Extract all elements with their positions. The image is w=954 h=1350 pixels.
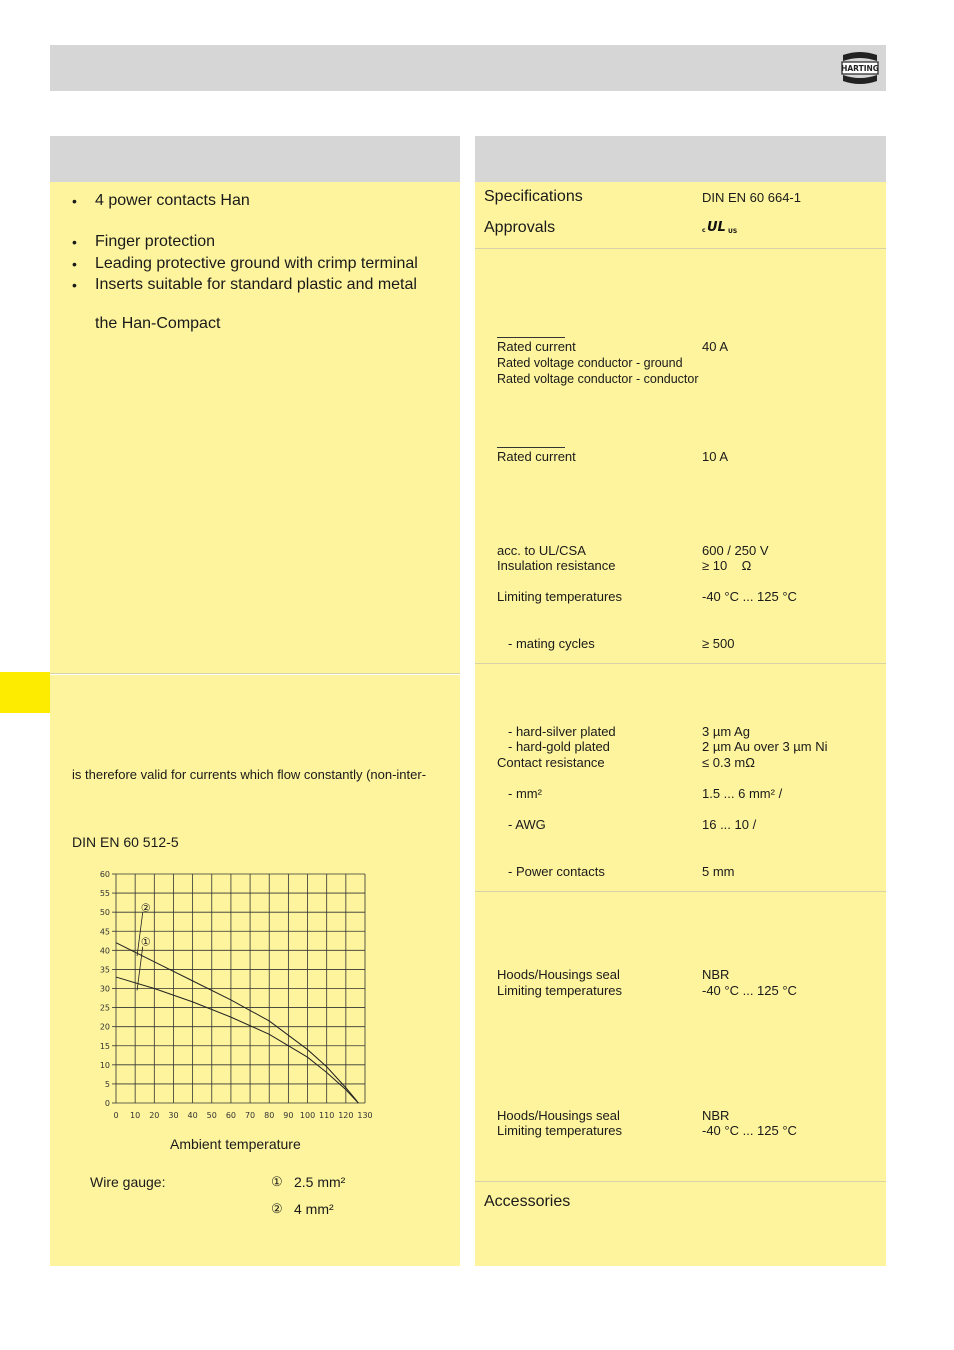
han-compact-text: the Han-Compact bbox=[95, 315, 221, 332]
svg-text:c: c bbox=[702, 227, 706, 234]
section-tab bbox=[0, 672, 50, 713]
derating-standard: DIN EN 60 512-5 bbox=[72, 834, 179, 850]
chart-x-tick-label: 120 bbox=[338, 1111, 354, 1120]
wire-gauge-value: 4 mm² bbox=[294, 1201, 334, 1217]
chart-y-tick-label: 30 bbox=[99, 984, 110, 994]
chart-x-tick-label: 0 bbox=[113, 1111, 119, 1120]
hard-gold-label: - hard-gold plated bbox=[508, 739, 610, 754]
limiting-temp-label: Limiting temperatures bbox=[497, 589, 622, 604]
limiting-temp-value: -40 °C ... 125 °C bbox=[702, 589, 797, 604]
feature-item: 4 power contacts Han bbox=[95, 192, 250, 209]
mm2-value: 1.5 ... 6 mm² / bbox=[702, 786, 783, 801]
seal-value: NBR bbox=[702, 1108, 730, 1123]
chart-x-tick-label: 10 bbox=[130, 1111, 141, 1120]
svg-text:UL: UL bbox=[707, 220, 726, 235]
mm2-label: - mm² bbox=[508, 786, 542, 801]
chart-x-tick-label: 130 bbox=[357, 1111, 373, 1120]
rated-voltage-ground-label: Rated voltage conductor - ground bbox=[497, 356, 683, 370]
chart-x-tick-label: 90 bbox=[283, 1111, 294, 1120]
chart-marker-leader bbox=[137, 912, 143, 956]
rated-current-value: 10 A bbox=[702, 449, 729, 464]
wire-gauge-label: Wire gauge: bbox=[90, 1174, 166, 1190]
chart-y-tick-label: 55 bbox=[99, 889, 110, 899]
seal-label: Hoods/Housings seal bbox=[497, 967, 620, 982]
wire-gauge-marker: ② bbox=[271, 1201, 283, 1216]
chart-y-tick-label: 40 bbox=[99, 946, 110, 956]
power-contacts-value: 5 mm bbox=[702, 864, 735, 879]
rated-voltage-conductor-label: Rated voltage conductor - conductor bbox=[497, 372, 699, 386]
feature-item: Finger protection bbox=[95, 233, 216, 250]
approvals-label: Approvals bbox=[484, 219, 556, 236]
seal-label: Hoods/Housings seal bbox=[497, 1108, 620, 1123]
specifications-label: Specifications bbox=[484, 188, 583, 205]
limiting-temp-value: -40 °C ... 125 °C bbox=[702, 983, 797, 998]
wire-gauge-value: 2.5 mm² bbox=[294, 1174, 346, 1190]
chart-y-tick-label: 25 bbox=[99, 1003, 110, 1013]
right-column-header bbox=[475, 136, 886, 182]
chart-y-tick-label: 35 bbox=[99, 965, 110, 975]
insulation-value: ≥ 10 Ω bbox=[702, 558, 752, 573]
power-contacts-label: - Power contacts bbox=[508, 864, 605, 879]
limiting-temp-label: Limiting temperatures bbox=[497, 1123, 622, 1138]
hard-gold-value: 2 µm Au over 3 µm Ni bbox=[702, 739, 828, 754]
chart-x-tick-label: 30 bbox=[168, 1111, 179, 1120]
feature-item: Inserts suitable for standard plastic and metal bbox=[95, 276, 417, 293]
insulation-label: Insulation resistance bbox=[497, 558, 616, 573]
left-column-header bbox=[50, 136, 460, 182]
chart-x-tick-label: 60 bbox=[225, 1111, 237, 1120]
chart-x-tick-label: 20 bbox=[149, 1111, 160, 1120]
accessories-label: Accessories bbox=[484, 1193, 571, 1210]
contact-resistance-label: Contact resistance bbox=[497, 755, 605, 770]
bullet-marker: • bbox=[72, 234, 77, 250]
chart-y-tick-label: 0 bbox=[104, 1099, 110, 1108]
chart-series-marker: ① bbox=[140, 935, 151, 949]
chart-x-tick-label: 70 bbox=[244, 1111, 256, 1120]
chart-y-tick-label: 20 bbox=[99, 1022, 110, 1032]
specifications-value: DIN EN 60 664-1 bbox=[702, 190, 801, 205]
chart-y-tick-label: 5 bbox=[104, 1079, 110, 1089]
chart-x-tick-label: 50 bbox=[206, 1111, 217, 1120]
mating-cycles-value: ≥ 500 bbox=[702, 636, 735, 651]
rated-current-label: Rated current bbox=[497, 339, 576, 354]
limiting-temp-value: -40 °C ... 125 °C bbox=[702, 1123, 797, 1138]
chart-y-tick-label: 60 bbox=[99, 870, 110, 879]
bullet-marker: • bbox=[72, 277, 77, 293]
bullet-marker: • bbox=[72, 193, 77, 209]
svg-text:US: US bbox=[728, 228, 738, 235]
chart-y-tick-label: 15 bbox=[99, 1041, 110, 1051]
awg-label: - AWG bbox=[508, 817, 546, 832]
chart-x-axis-label: Ambient temperature bbox=[170, 1136, 301, 1152]
logo-text: HARTING bbox=[841, 64, 879, 73]
hard-silver-value: 3 µm Ag bbox=[702, 724, 750, 739]
chart-x-tick-label: 100 bbox=[299, 1111, 316, 1120]
seal-value: NBR bbox=[702, 967, 730, 982]
chart-y-tick-label: 50 bbox=[99, 908, 110, 918]
wire-gauge-marker: ① bbox=[271, 1174, 283, 1189]
chart-x-tick-label: 110 bbox=[319, 1111, 335, 1120]
ul-csa-value: 600 / 250 V bbox=[702, 543, 769, 558]
awg-value: 16 ... 10 / bbox=[702, 817, 757, 832]
chart-series-marker: ② bbox=[140, 901, 151, 915]
ul-csa-label: acc. to UL/CSA bbox=[497, 543, 586, 558]
chart-y-tick-label: 10 bbox=[99, 1060, 110, 1070]
header-bar bbox=[50, 45, 886, 91]
chart-series-line-2 bbox=[116, 943, 358, 1103]
feature-item: Leading protective ground with crimp terminal bbox=[95, 255, 418, 272]
rated-current-value: 40 A bbox=[702, 339, 729, 354]
ul-approval-icon bbox=[702, 219, 742, 235]
rated-current-label: Rated current bbox=[497, 449, 576, 464]
derating-text: is therefore valid for currents which flow constantly (non-inter- bbox=[72, 767, 427, 782]
mating-cycles-label: - mating cycles bbox=[508, 636, 595, 651]
derating-chart bbox=[85, 864, 385, 1129]
hard-silver-label: - hard-silver plated bbox=[508, 724, 616, 739]
chart-x-tick-label: 40 bbox=[187, 1111, 198, 1120]
bullet-marker: • bbox=[72, 256, 77, 272]
limiting-temp-label: Limiting temperatures bbox=[497, 983, 622, 998]
contact-resistance-value: ≤ 0.3 mΩ bbox=[702, 755, 755, 770]
harting-logo bbox=[840, 49, 880, 87]
chart-y-tick-label: 45 bbox=[99, 927, 110, 937]
chart-x-tick-label: 80 bbox=[264, 1111, 275, 1120]
